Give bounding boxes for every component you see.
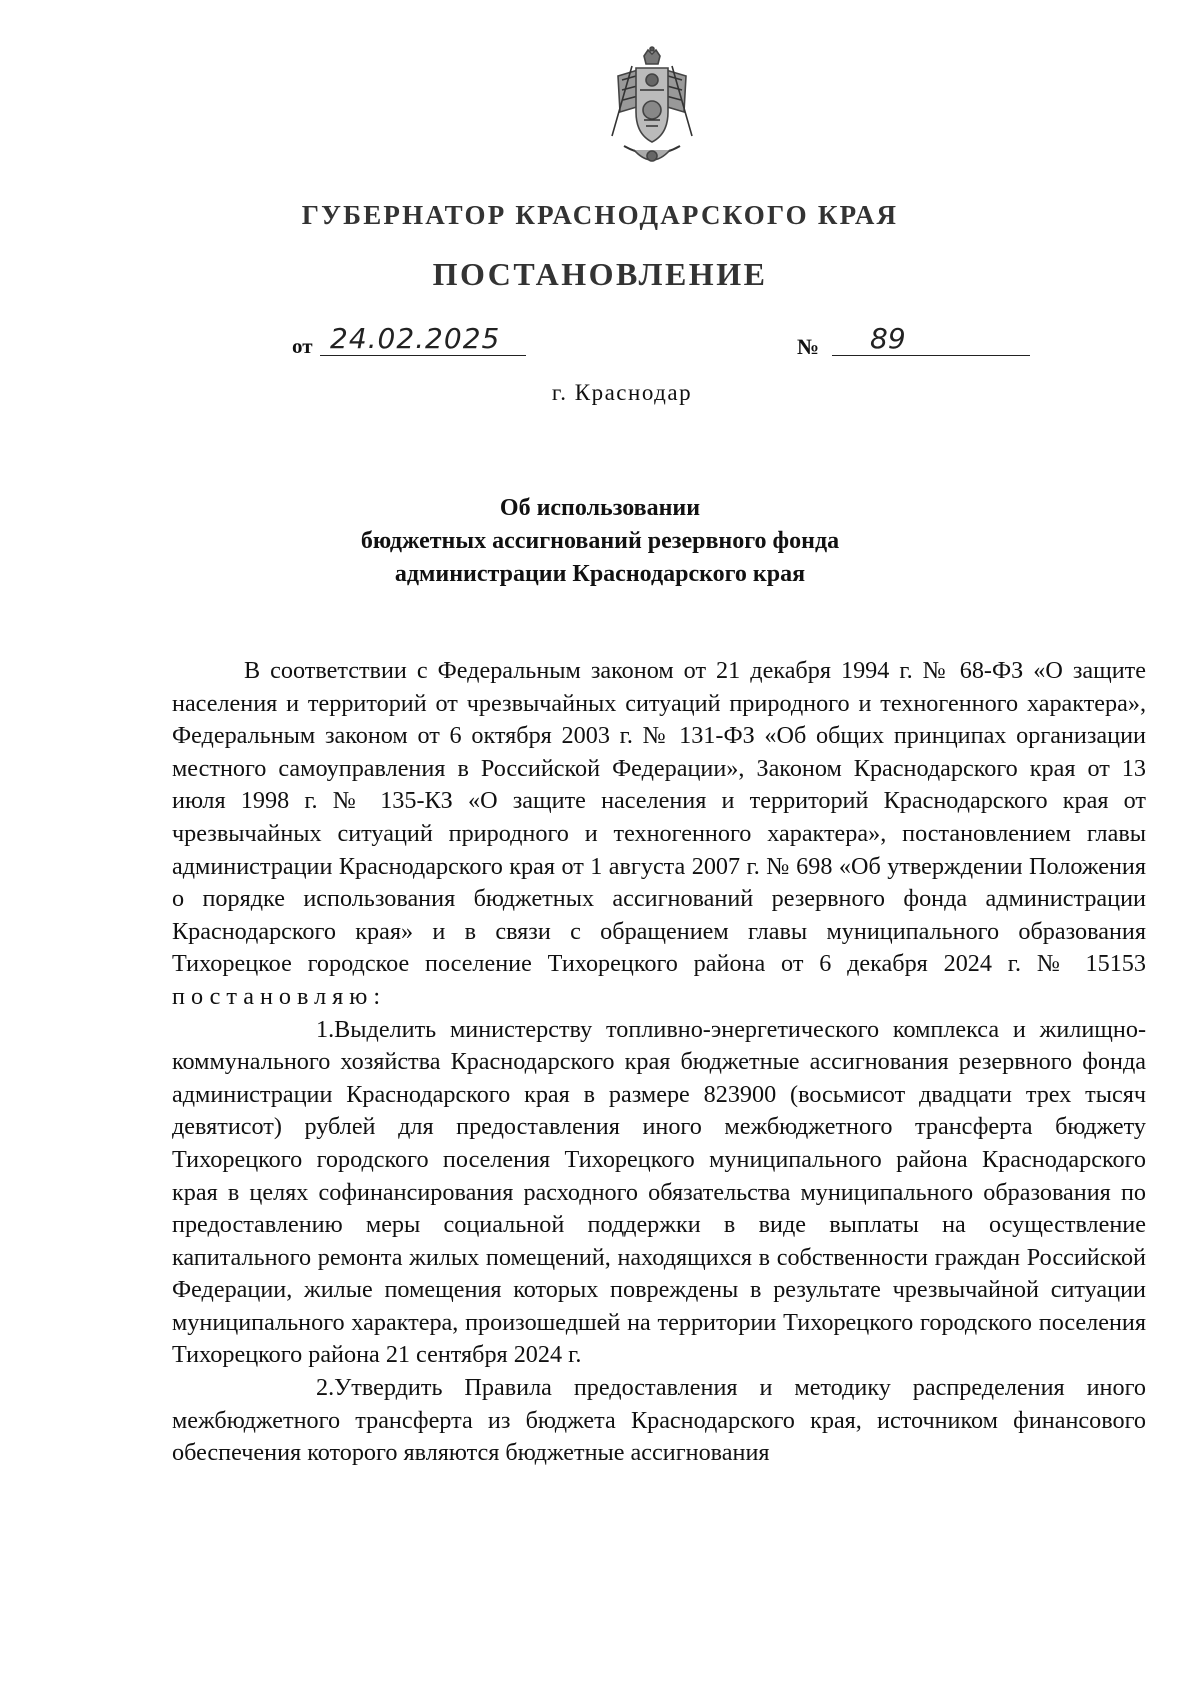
decree-word: постановляю: — [172, 982, 387, 1010]
document-meta-row — [0, 322, 1200, 362]
title-line-2: бюджетных ассигнований резервного фонда — [360, 528, 840, 554]
coat-of-arms-icon — [598, 46, 706, 170]
item-1-text: Выделить министерству топливно-энергетического комплекса и жилищно-коммунального хозяйства Краснодарского края бюджетные ассигнования резервного фонда администрации Краснодарского края в размере 823900 (восьмисот двадцати трех тысяч девятисот) рублей для предоставления иного межбюджетного трансферта бюджету Тихорецкого городского поселения Тихорецкого муниципального района Краснодарского края в целях софинансирования расходного обязательства муниципального образования по предоставлению меры социальной поддержки в виде выплаты на осуществление капитального ремонта жилых помещений, находящихся в собственности граждан Российской Федерации, жилые помещения которых повреждены в результате чрезвычайной ситуации муниципального характера, произошедшей на территории Тихорецкого городского поселения Тихорецкого района 21 сентября 2024 г. — [172, 1015, 1146, 1369]
item-1-paragraph — [172, 1014, 1146, 1373]
item-2-paragraph — [172, 1372, 1146, 1470]
document-date-field: 24.02.2025 — [320, 322, 526, 356]
item-2-number: 2. — [316, 1374, 335, 1402]
preamble-paragraph — [172, 655, 1146, 1014]
document-body — [172, 655, 1146, 1470]
document-number-field: 89 — [832, 322, 1030, 356]
number-label: № — [797, 334, 820, 359]
title-line-3: администрации Краснодарского края — [394, 561, 806, 587]
item-1-number: 1. — [316, 1015, 335, 1043]
document-title — [0, 492, 1200, 591]
document-type-heading: ПОСТАНОВЛЕНИЕ — [432, 256, 768, 292]
date-label: от — [292, 334, 313, 358]
organization-heading: ГУБЕРНАТОР КРАСНОДАРСКОГО КРАЯ — [301, 200, 899, 230]
item-2-text: Утвердить Правила предоставления и методику распределения иного межбюджетного трансферта из бюджета Краснодарского края, источником финансового обеспечения которого являются бюджетные ассигнования — [172, 1374, 1146, 1467]
title-line-1: Об использовании — [499, 495, 701, 521]
city-line: г. Краснодар — [551, 380, 693, 405]
preamble-text: В соответствии с Федеральным законом от 21 декабря 1994 г. № 68-ФЗ «О защите населения и территорий от чрезвычайных ситуаций природного и техногенного характера», Федеральным законом от 6 октября 2003 г. № 131-ФЗ «Об общих принципах организации местного самоуправления в Российской Федерации», Законом Краснодарского края от 13 июля 1998 г. № 135-КЗ «О защите населения и территорий Краснодарского края от чрезвычайных ситуаций природного и техногенного характера», постановлением главы администрации Краснодарского края от 1 августа 2007 г. № 698 «Об утверждении Положения о порядке использования бюджетных ассигнований резервного фонда администрации Краснодарского края» и в связи с обращением главы муниципального образования Тихорецкое городское поселение Тихорецкого района от 6 декабря 2024 г. № 15153 — [172, 657, 1146, 978]
